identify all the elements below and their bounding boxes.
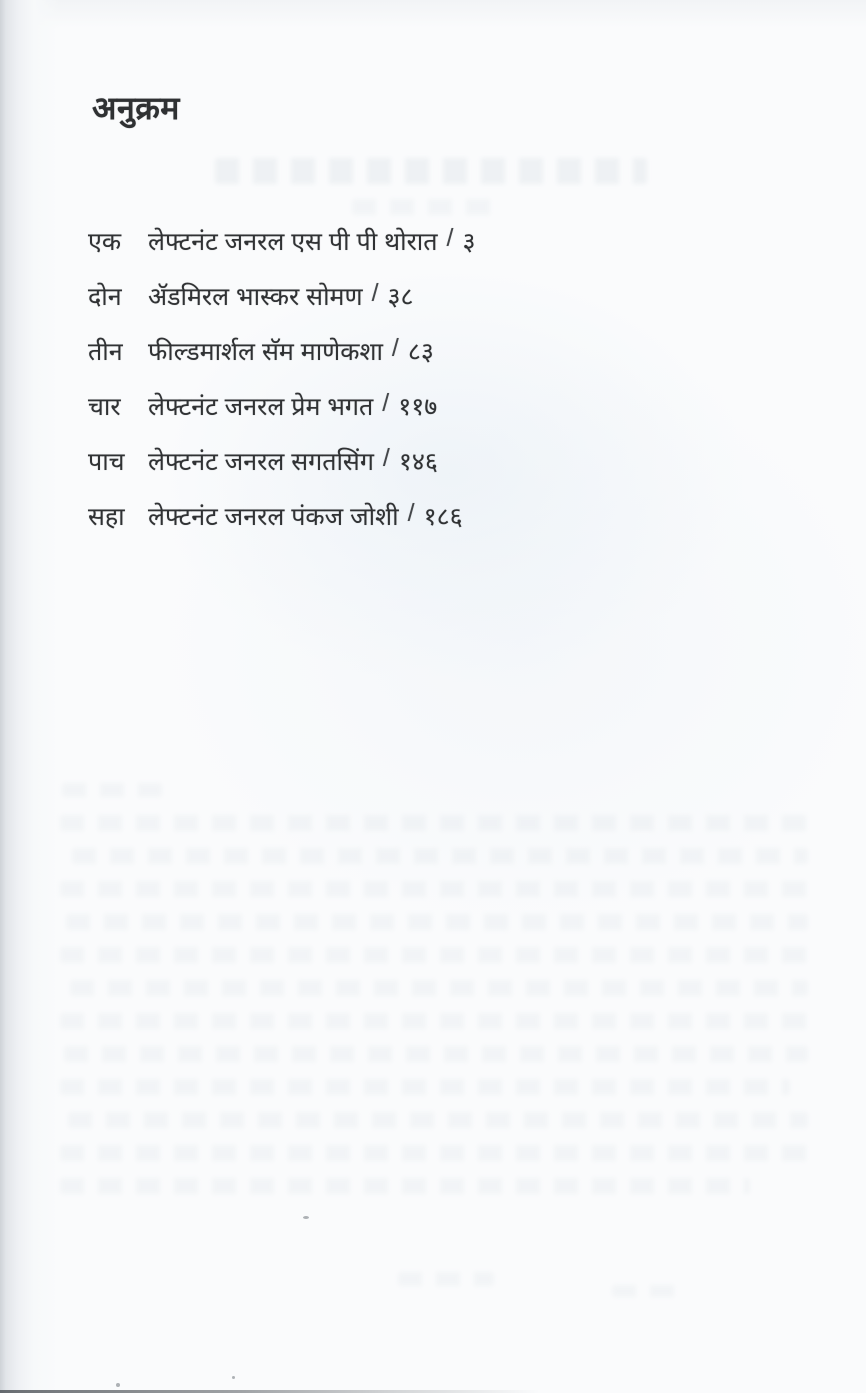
toc-entry-separator: / — [382, 389, 390, 417]
toc-entry — [88, 224, 688, 279]
table-of-contents — [88, 224, 688, 554]
page-title: अनुक्रम — [92, 90, 180, 126]
toc-entry-page-number: १८६ — [423, 503, 463, 531]
toc-entry — [88, 279, 688, 334]
toc-entry-page-number: ११७ — [398, 393, 438, 421]
toc-entry-chapter: फील्डमार्शल सॅम माणेकशा — [148, 338, 383, 366]
toc-entry-separator: / — [382, 444, 390, 472]
toc-entry-page-number: ८३ — [407, 338, 434, 366]
toc-entry-separator: / — [391, 334, 399, 362]
toc-entry-separator: / — [371, 279, 379, 307]
toc-entry-chapter: ॲडमिरल भास्कर सोमण — [148, 283, 363, 311]
toc-entry — [88, 499, 688, 554]
toc-entry-separator: / — [446, 224, 454, 252]
toc-entry-number: सहा — [88, 503, 125, 531]
toc-entry — [88, 334, 688, 389]
toc-entry-page-number: ३ — [462, 228, 476, 256]
toc-entry-page-number: १४६ — [398, 448, 438, 476]
toc-entry-chapter: लेफ्टनंट जनरल एस पी पी थोरात — [148, 228, 438, 256]
toc-entry-number: चार — [88, 393, 121, 421]
toc-entry-chapter: लेफ्टनंट जनरल पंकज जोशी — [148, 503, 399, 531]
toc-entry — [88, 389, 688, 444]
toc-entry-page-number: ३८ — [387, 283, 414, 311]
toc-entry-chapter: लेफ्टनंट जनरल सगतसिंग — [148, 448, 374, 476]
toc-entry-separator: / — [407, 499, 415, 527]
toc-entry-number: तीन — [88, 338, 123, 366]
toc-entry-number: पाच — [88, 448, 125, 476]
toc-entry-number: दोन — [88, 283, 122, 311]
toc-entry-number: एक — [88, 228, 122, 256]
toc-entry — [88, 444, 688, 499]
toc-entry-chapter: लेफ्टनंट जनरल प्रेम भगत — [148, 393, 374, 421]
